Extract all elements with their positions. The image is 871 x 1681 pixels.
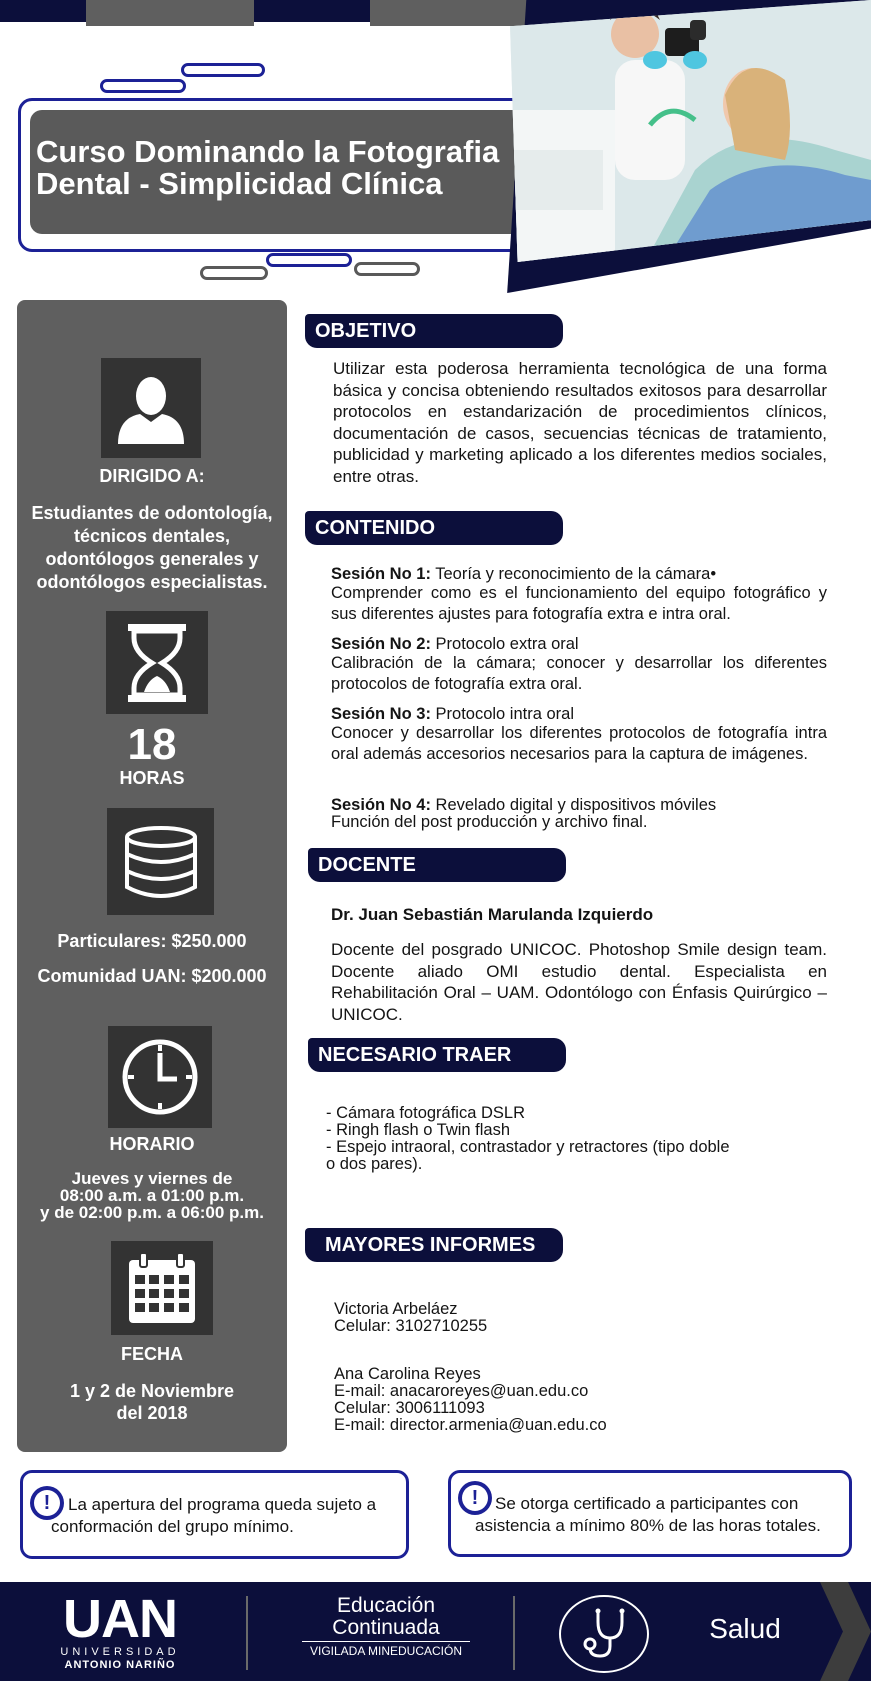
notice-certificate [448, 1470, 852, 1557]
notice-line: conformación del grupo mínimo. [51, 1517, 294, 1536]
alert-icon: ! [458, 1481, 492, 1515]
schedule-heading: HORARIO [109, 1134, 195, 1154]
notice-line: asistencia a mínimo 80% de las horas totales. [475, 1516, 821, 1535]
date-text [17, 1380, 287, 1424]
session-label: Sesión No 4: [331, 796, 431, 814]
session-item [331, 566, 827, 625]
audience-heading: DIRIGIDO A: [99, 466, 205, 486]
date-heading: FECHA [121, 1344, 183, 1364]
contact-name: Ana Carolina Reyes [334, 1365, 481, 1383]
notice-text [475, 1493, 849, 1537]
schedule-line: y de 02:00 p.m. a 06:00 p.m. [40, 1203, 264, 1222]
decor-pill [181, 63, 265, 77]
footer-divider [513, 1596, 515, 1670]
alert-icon: ! [30, 1486, 64, 1520]
session-item [331, 797, 827, 831]
uan-logo: UAN [63, 1589, 177, 1649]
schedule-line: 08:00 a.m. a 01:00 p.m. [59, 1186, 245, 1205]
edu-line: Educación [336, 1594, 436, 1617]
top-tab-left [86, 0, 254, 26]
session-item [331, 636, 827, 695]
calendar-icon [111, 1241, 213, 1335]
session-item [331, 706, 827, 765]
section-heading-traer: NECESARIO TRAER [308, 1038, 566, 1072]
session-label: Sesión No 2: [331, 635, 431, 653]
schedule-line: Jueves y viernes de [71, 1169, 233, 1188]
list-item: - Ringh flash o Twin flash [326, 1121, 511, 1139]
contact-block [334, 1366, 607, 1434]
contact-name: Victoria Arbeláez [334, 1300, 458, 1318]
schedule-text [17, 1170, 287, 1221]
session-topic: Protocolo extra oral [430, 635, 579, 653]
page-title [30, 110, 530, 234]
audience-line: técnicos dentales, [73, 526, 231, 546]
hours-label: HORAS [119, 768, 185, 788]
objetivo-text: Utilizar esta poderosa herramienta tecnológica de una forma básica y concisa obteniendo resultados exitosos para desarrollar protocolos en estandarización de procedimientos clínicos, documentación de casos, secuencias técnicas de tratamiento, publicidad y marketing aplicado a los diferentes medios sociales, entre otras. [333, 359, 827, 486]
person-icon [101, 358, 201, 458]
title-line: Dental - Simplicidad Clínica [36, 166, 443, 201]
footer-divider [246, 1596, 248, 1670]
footer-rule [302, 1641, 470, 1642]
notice-line: Se otorga certificado a participantes con [495, 1494, 799, 1513]
contact-email[interactable]: E-mail: director.armenia@uan.edu.co [334, 1416, 607, 1434]
contact-block [334, 1301, 487, 1335]
price-community: Comunidad UAN: $200.000 [37, 966, 267, 986]
list-item: o dos pares). [326, 1155, 423, 1173]
top-tab-right [370, 0, 538, 26]
notice-text [51, 1494, 405, 1538]
audience-list [17, 502, 287, 594]
edu-vigilada: VIGILADA MINEDUCACIÓN [309, 1644, 463, 1658]
date-line: del 2018 [116, 1403, 188, 1423]
database-icon [107, 808, 214, 915]
audience-line: Estudiantes de odontología, [31, 503, 273, 523]
area-label: Salud [709, 1613, 781, 1644]
session-topic: Revelado digital y dispositivos móviles [430, 796, 717, 814]
notice-line: La apertura del programa queda sujeto a [68, 1495, 377, 1514]
teacher-name: Dr. Juan Sebastián Marulanda Izquierdo [331, 905, 654, 924]
session-detail: Calibración de la cámara; conocer y desarrollar los diferentes protocolos de fotografía extra oral. [331, 654, 827, 693]
required-items [326, 1105, 826, 1173]
title-line: Curso Dominando la Fotografia [36, 134, 500, 169]
section-heading-informes: MAYORES INFORMES [305, 1228, 563, 1262]
audience-line: odontólogos especialistas. [36, 572, 268, 592]
session-topic: Teoría y reconocimiento de la cámara• [430, 565, 717, 583]
clock-icon [108, 1026, 212, 1128]
contact-phone: Celular: 3006111093 [334, 1399, 485, 1417]
notice-minimum-group [20, 1470, 409, 1559]
uan-logo-sub: UNIVERSIDAD [60, 1646, 180, 1658]
list-item: - Cámara fotográfica DSLR [326, 1104, 525, 1122]
dentist-photo [495, 0, 871, 262]
section-heading-objetivo: OBJETIVO [305, 314, 563, 348]
contact-phone: Celular: 3102710255 [334, 1317, 488, 1335]
uan-logo-sub: ANTONIO NARIÑO [64, 1659, 176, 1671]
session-topic: Protocolo intra oral [430, 705, 575, 723]
decor-pill [354, 262, 420, 276]
section-heading-contenido: CONTENIDO [305, 511, 563, 545]
audience-line: odontólogos generales y [45, 549, 259, 569]
decor-pill [200, 266, 268, 280]
hourglass-icon [106, 611, 208, 714]
list-item: - Espejo intraoral, contrastador y retractores (tipo doble [326, 1138, 730, 1156]
session-label: Sesión No 1: [331, 565, 431, 583]
hours-value: 18 [127, 720, 177, 769]
session-detail: Conocer y desarrollar los diferentes protocolos de fotografía intra oral además accesorios necesarios para la captura de imágenes. [331, 724, 827, 763]
date-line: 1 y 2 de Noviembre [69, 1381, 235, 1401]
session-label: Sesión No 3: [331, 705, 431, 723]
section-heading-docente: DOCENTE [308, 848, 566, 882]
decor-pill [100, 79, 186, 93]
session-detail: Función del post producción y archivo final. [331, 813, 648, 831]
edu-line: Continuada [332, 1616, 440, 1639]
stethoscope-icon [558, 1594, 650, 1674]
decor-pill [266, 253, 352, 267]
teacher-bio: Docente del posgrado UNICOC. Photoshop Smile design team. Docente aliado OMI estudio dental. Especialista en Rehabilitación Oral – UAM. Odontólogo con Énfasis Quirúrgico – UNICOC. [331, 940, 827, 1024]
price-individual: Particulares: $250.000 [57, 931, 247, 951]
contact-email[interactable]: E-mail: anacaroreyes@uan.edu.co [334, 1382, 589, 1400]
session-detail: Comprender como es el funcionamiento del equipo fotográfico y sus diferentes ajustes para fotografía extra e intra oral. [331, 584, 827, 623]
